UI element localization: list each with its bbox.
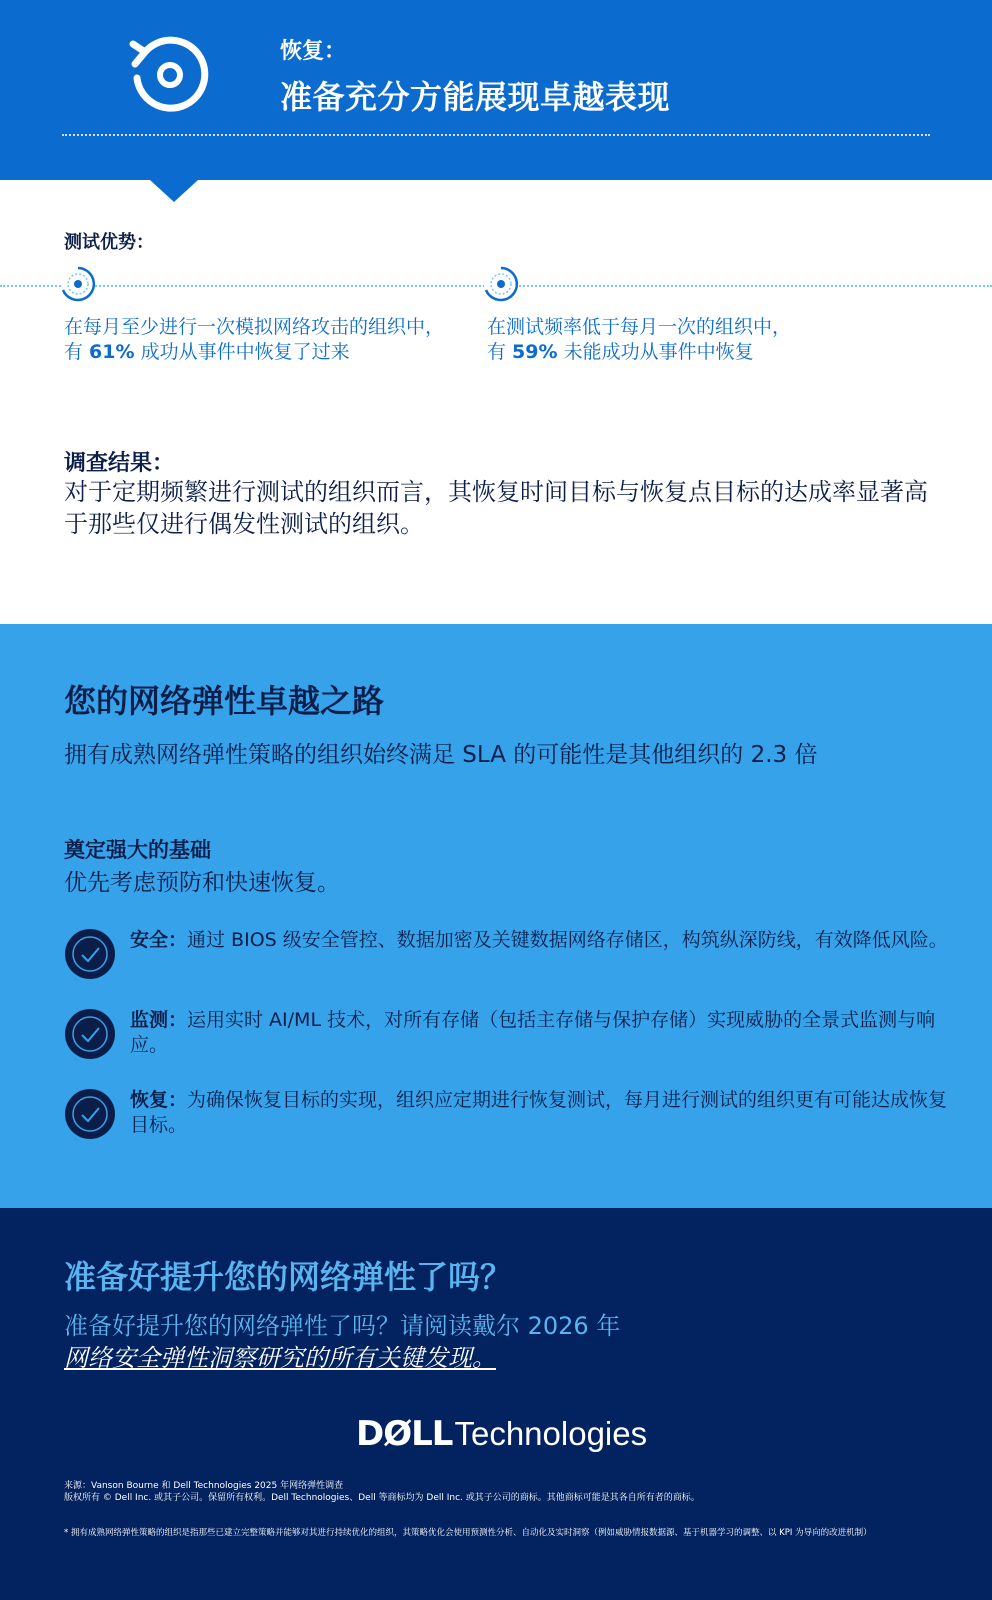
list-item-recovery	[64, 1088, 948, 1152]
target-dot-icon	[60, 266, 96, 302]
item-label: 安全：	[130, 929, 188, 951]
cta-text: 准备好提升您的网络弹性了吗？请阅读戴尔 2026 年	[64, 1312, 621, 1340]
header-banner	[0, 0, 992, 180]
advantage-item-1: 在每月至少进行一次模拟网络攻击的组织中， 有 61% 成功从事件中恢复了过来	[64, 316, 445, 363]
check-circle-icon	[64, 1008, 116, 1060]
advantage-item-2: 在测试频率低于每月一次的组织中， 有 59% 未能成功从事件中恢复	[487, 316, 792, 363]
list-item-monitoring	[64, 1008, 944, 1072]
findings-title: 调查结果：	[64, 451, 175, 476]
foundation-title: 奠定强大的基础	[64, 838, 211, 862]
foundation-subtitle: 优先考虑预防和快速恢复。	[64, 870, 340, 896]
advantages-title: 测试优势：	[64, 232, 154, 253]
item-label: 恢复：	[130, 1089, 188, 1111]
logo-dell: DØLL	[356, 1414, 453, 1454]
header-divider	[62, 134, 930, 136]
list-item-security	[64, 928, 948, 992]
page-title: 准备充分方能展现卓越表现	[280, 78, 671, 116]
path-subtitle: 拥有成熟网络弹性策略的组织始终满足 SLA 的可能性是其他组织的 2.3 倍	[64, 742, 818, 768]
cta-title: 准备好提升您的网络弹性了吗？	[64, 1258, 513, 1296]
footnote: * 拥有成熟网络弹性策略的组织是指那些已建立完整策略并能够对其进行持续优化的组织，其策略优化会使用预测性分析、自动化及实时洞察（例如威胁情报数据源、基于机器学习的调整、以 KPI 为导向的改进机制）	[64, 1528, 872, 1538]
header-notch	[150, 180, 198, 202]
check-circle-icon	[64, 928, 116, 980]
check-circle-icon	[64, 1088, 116, 1140]
stat-59: 59%	[512, 341, 558, 363]
dell-technologies-logo	[356, 1410, 647, 1458]
findings-text: 对于定期频繁进行测试的组织而言，其恢复时间目标与恢复点目标的达成率显著高于那些仅进行偶发性测试的组织。	[64, 478, 928, 538]
source-note: 来源：Vanson Bourne 和 Dell Technologies 2025 年网络弹性调查 版权所有 © Dell Inc. 或其子公司。保留所有权利。Dell Technologies、Dell 等商标均为 Dell Inc. 或其子公司的商标。其他商标可能是其各自所有者的商标。	[64, 1481, 700, 1503]
item-text: 运用实时 AI/ML 技术，对所有存储（包括主存储与保护存储）实现威胁的全景式监测与响应。	[130, 1009, 936, 1056]
report-link[interactable]: 网络安全弹性洞察研究的所有关键发现。	[64, 1344, 496, 1372]
stat-61: 61%	[89, 341, 135, 363]
item-text: 为确保恢复目标的实现，组织应定期进行恢复测试，每月进行测试的组织更有可能达成恢复目标。	[130, 1089, 948, 1136]
target-dot-icon	[483, 266, 519, 302]
header-kicker: 恢复：	[280, 39, 347, 64]
item-text: 通过 BIOS 级安全管控、数据加密及关键数据网络存储区，构筑纵深防线，有效降低风险。	[187, 929, 948, 951]
logo-technologies: Technologies	[454, 1415, 648, 1452]
restore-cycle-icon	[125, 30, 215, 120]
path-title: 您的网络弹性卓越之路	[64, 682, 385, 720]
item-label: 监测：	[130, 1009, 188, 1031]
